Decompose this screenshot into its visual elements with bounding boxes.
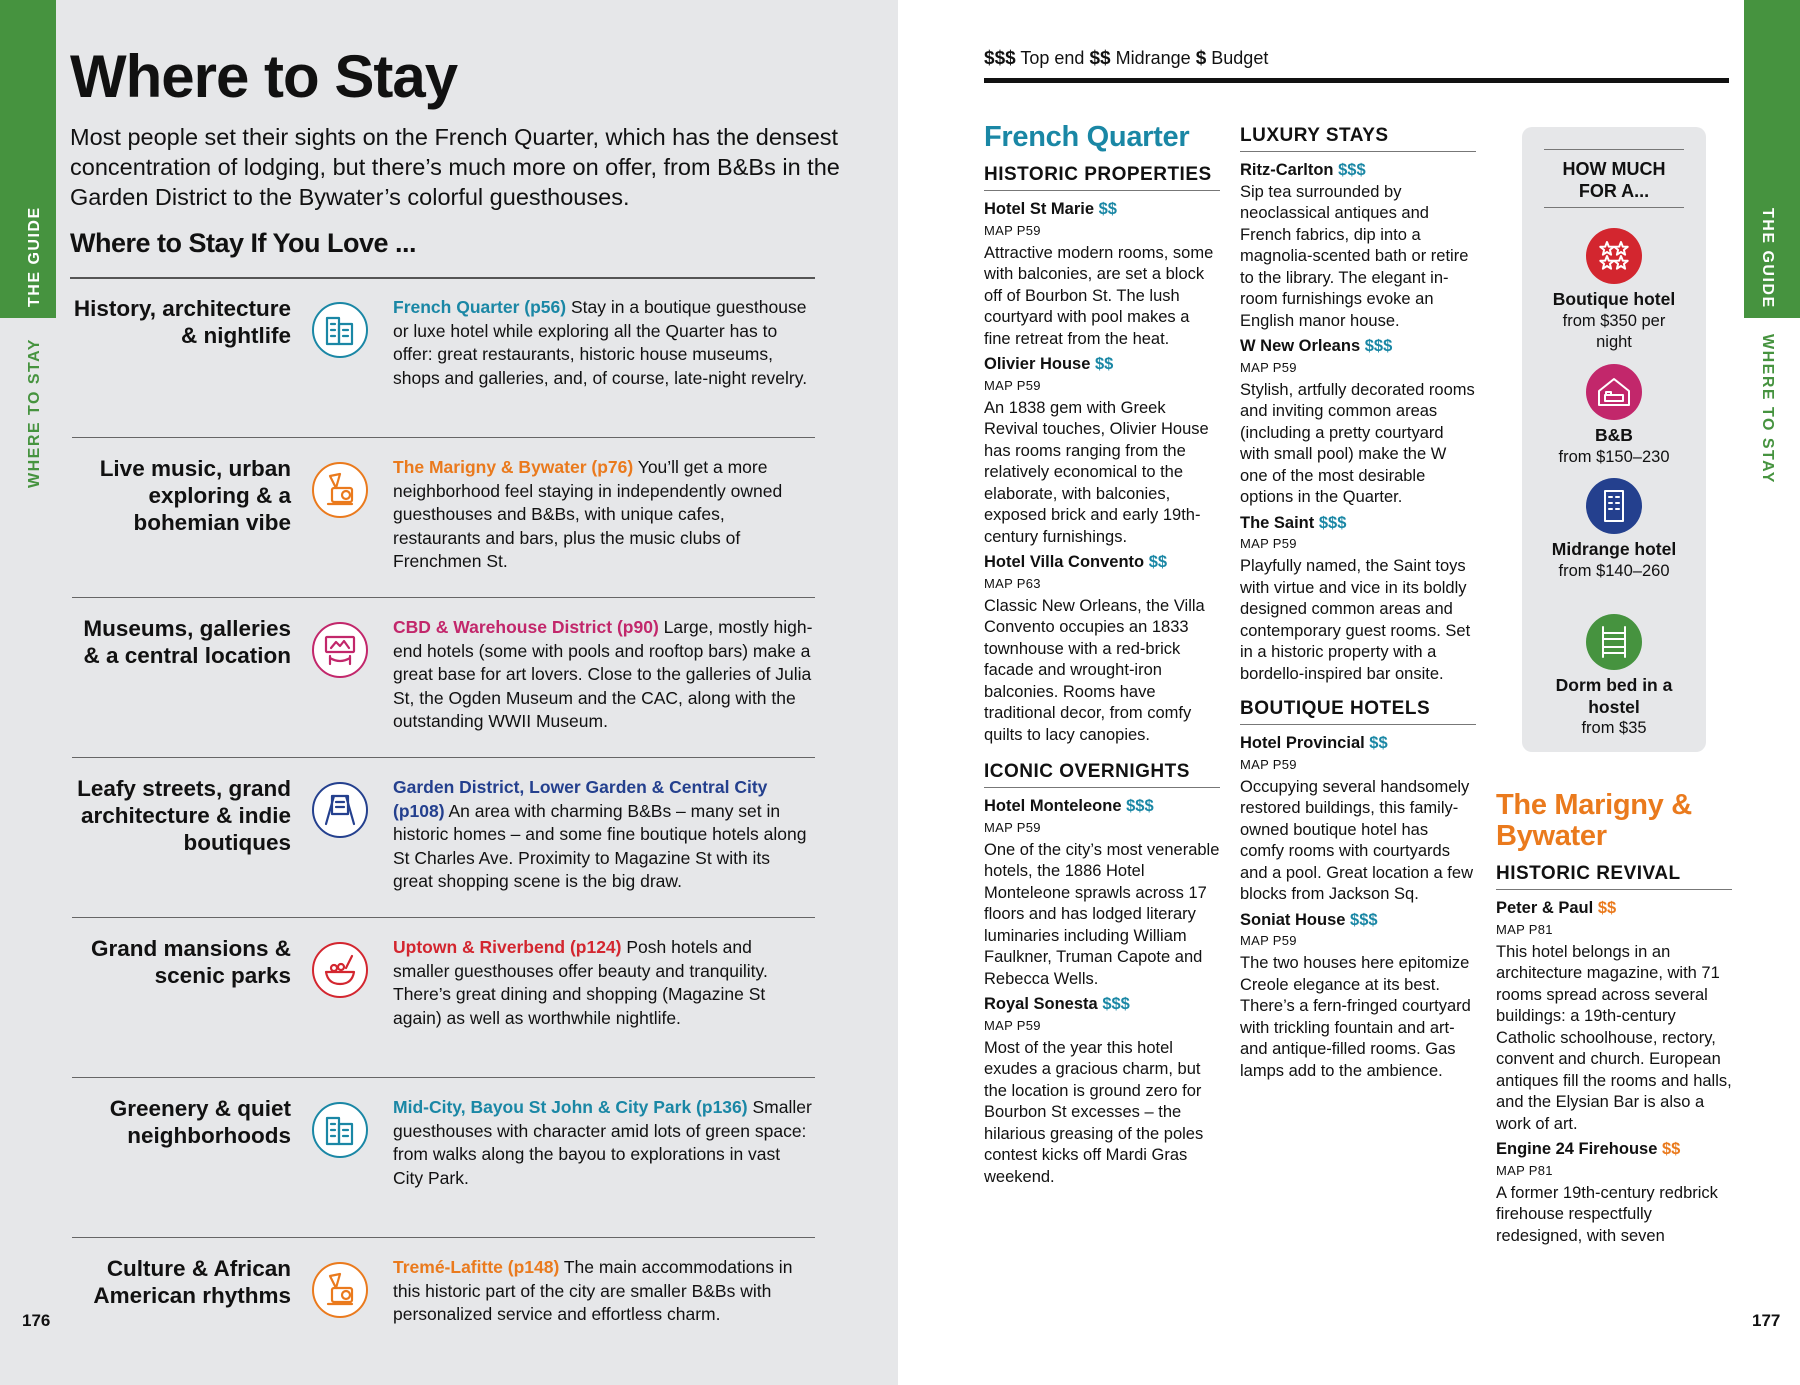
hotel-price: $$ [1094, 355, 1114, 373]
love-row-text: An area with charming B&Bs – many set in historic homes – and some fine boutique hotels along St Charles Ave. Proximity to Magazine St with its great shopping scene is the big draw. [393, 800, 807, 891]
hotel-description: Attractive modern rooms, some with balconies, are set a block off of Bourbon St. The lush courtyard with pool makes a fine retreat from the heat. [984, 243, 1214, 348]
love-row-label: Grand mansions & scenic parks [90, 936, 291, 988]
legend-top-symbol: $$$ [984, 48, 1016, 69]
legend-rule [984, 78, 1729, 83]
love-row-area-link[interactable]: Mid-City, Bayou St John & City Park (p136) [393, 1097, 748, 1117]
how-much-title: HOW MUCH FOR A... [1544, 149, 1684, 208]
price-tier-label: Dorm bed in a hostel [1555, 675, 1673, 717]
hotel-name [984, 199, 1220, 221]
hotel-title: The Saint [1240, 513, 1315, 532]
love-row-text: The main accommodations in this historic part of the city are smaller B&Bs with personalized service and effortless charm. [393, 1257, 793, 1324]
hotel-title: Peter & Paul [1496, 899, 1594, 917]
hotel-description: The two houses here epitomize Creole elegance at its best. There’s a fern-fringed courtyard with trickling fountain and art- and antique-filled rooms. Gas lamps add to the ambience. [1240, 954, 1471, 1080]
love-row-text: Posh hotels and smaller guesthouses offer beauty and tranquility. There’s great dining and shopping (Magazine St again) as well as worthwhile nightlife. [393, 937, 768, 1028]
love-row-area-link[interactable]: Garden District, Lower Garden & Central City (p108) [393, 777, 768, 821]
food-bowl-icon [310, 940, 370, 1000]
price-tier-0 [1522, 227, 1706, 354]
hotel-description: Occupying several handsomely restored buildings, this family-owned boutique hotel has comfy rooms with courtyards and a pool. Great location a few blocks from Jackson Sq. [1240, 777, 1473, 903]
price-tier-price: from $150–230 [1558, 447, 1670, 466]
boutique-list [1240, 733, 1476, 1082]
love-row-area-link[interactable]: The Marigny & Bywater (p76) [393, 457, 634, 477]
bunk-bed-icon [1585, 613, 1643, 671]
price-tier-3 [1522, 613, 1706, 740]
hotel-price: $$$ [1350, 910, 1378, 929]
love-row-text: Large, mostly high-end hotels (some with pools and rooftop bars) make a great base for art lovers. Close to the galleries of Julia St, the Ogden Museum and the CAC, along with the outstanding WWII Museum. [393, 617, 813, 731]
hotel-description: Playfully named, the Saint toys with virtue and vice in its boldly designed common areas and contemporary guest rooms. Set in a historic property with a bordello-inspired bar onsite. [1240, 557, 1471, 683]
price-tier-label: Midrange hotel [1551, 539, 1677, 559]
left-page [0, 0, 898, 1385]
hotel-title: Hotel Monteleone [984, 797, 1122, 815]
love-row-label: Live music, urban exploring & a bohemian vibe [99, 456, 291, 535]
love-row-text: You’ll get a more neighborhood feel staying in independently owned guesthouses and B&Bs, with unique cafes, restaurants and bars, plus the music clubs of Frenchmen St. [393, 457, 783, 571]
hotel-title: Hotel Villa Convento [984, 553, 1145, 571]
hotel-name [1496, 1139, 1732, 1161]
price-tier-price: from $350 per night [1562, 311, 1666, 351]
hotel-map-ref: MAP P81 [1496, 1162, 1553, 1178]
hotel-price: $$ [1661, 1140, 1681, 1158]
hotel-map-ref: MAP P59 [984, 819, 1041, 835]
side-tab-chapter-right: WHERE TO STAY [1759, 334, 1776, 484]
hotel-price: $$$ [1318, 513, 1347, 532]
hotel-name [1240, 513, 1476, 535]
love-row [72, 1078, 815, 1238]
price-tier-label: Boutique hotel [1552, 289, 1676, 309]
love-row-label: Museums, galleries & a central location [83, 616, 291, 668]
love-row-description [393, 1256, 813, 1327]
buildings-icon [310, 300, 370, 360]
hotel-map-ref: MAP P81 [1496, 921, 1553, 937]
legend-top-label: Top end [1020, 48, 1085, 68]
hotel-title: Ritz-Carlton [1240, 161, 1334, 179]
hotel-name [1240, 336, 1476, 358]
gramophone-icon [310, 1260, 370, 1320]
love-row-description [393, 1096, 813, 1190]
hotel-map-ref: MAP P59 [1240, 756, 1297, 772]
hotel-name [1240, 910, 1476, 932]
side-tab-chapter: WHERE TO STAY [26, 338, 43, 488]
left-side-tab [0, 0, 56, 1385]
love-row-area-link[interactable]: French Quarter (p56) [393, 297, 567, 317]
section-head-iconic: ICONIC OVERNIGHTS [984, 760, 1220, 788]
love-heading: Where to Stay If You Love ... [70, 228, 417, 258]
hotel-description: Sip tea surrounded by neoclassical antiques and French fabrics, dip into a magnolia-scented bath or retire to the library. The elegant in-room furnishings evoke an English manor house. [1240, 182, 1469, 330]
side-tab-section: THE GUIDE [26, 206, 43, 307]
legend-budget-label: Budget [1211, 48, 1269, 68]
region-title-french-quarter: French Quarter [984, 121, 1190, 153]
hotel-map-ref: MAP P63 [984, 575, 1041, 591]
hotel-description: An 1838 gem with Greek Revival touches, Olivier House has rooms ranging from the relatively economical to the elaborate, with balconies, exposed brick and early 19th-century furnishings. [984, 398, 1209, 546]
section-head-boutique: BOUTIQUE HOTELS [1240, 697, 1476, 725]
love-row-label: Leafy streets, grand architecture & indie boutiques [77, 776, 291, 855]
price-tier-price: from $35 [1581, 719, 1647, 737]
love-row-label: History, architecture & nightlife [73, 296, 291, 348]
sandwich-board-icon [310, 780, 370, 840]
hotel-description: A former 19th-century redbrick firehouse respectfully redesigned, with seven [1496, 1183, 1718, 1245]
love-row-label: Culture & African American rhythms [93, 1256, 291, 1308]
hotel-map-ref: MAP P59 [1240, 359, 1297, 375]
marigny-list [1496, 898, 1732, 1247]
price-tier-label: B&B [1595, 425, 1633, 445]
hotel-title: Hotel St Marie [984, 200, 1095, 218]
legend-mid-label: Midrange [1115, 48, 1191, 68]
hotel-name [984, 994, 1220, 1016]
legend-budget-symbol: $ [1195, 48, 1207, 69]
luxury-list [1240, 160, 1476, 685]
hotel-price: $$ [1369, 734, 1388, 752]
hotel-map-ref: MAP P59 [1240, 536, 1297, 551]
hotel-name [984, 354, 1220, 376]
hotel-building-icon [1585, 477, 1643, 535]
hotel-price: $$ [1148, 553, 1168, 571]
love-row [72, 438, 815, 598]
intro-paragraph: Most people set their sights on the French Quarter, which has the densest concentration of lodging, but there’s much more on offer, from B&Bs in the Garden District to the Bywater’s colorful guesthouses. [70, 124, 840, 210]
hotel-name [1496, 898, 1732, 920]
hotel-description: This hotel belongs in an architecture magazine, with 71 rooms spread across several buildings: a 19th-century Catholic schoolhouse, rectory, convent and church. European antiques fill the rooms and halls, and the Elysian Bar is also a work of art. [1496, 942, 1732, 1133]
love-row-text: Smaller guesthouses with character amid lots of green space: from walks along the bayou to explorations in vast City Park. [393, 1097, 812, 1188]
price-tier-1 [1522, 363, 1706, 468]
love-row-area-link[interactable]: Uptown & Riverbend (p124) [393, 937, 622, 957]
page-title: Where to Stay [70, 43, 458, 110]
love-row [72, 758, 815, 918]
love-row [72, 918, 815, 1078]
hotel-price: $$$ [1364, 337, 1393, 355]
love-row-area-link[interactable]: Tremé-Lafitte (p148) [393, 1257, 560, 1277]
love-row-description [393, 936, 813, 1030]
love-row-description [393, 776, 813, 894]
love-row-description [393, 616, 813, 734]
region-title-marigny: The Marigny & Bywater [1496, 789, 1692, 852]
hotel-map-ref: MAP P59 [1240, 933, 1297, 948]
hotel-price: $$$ [1102, 995, 1130, 1013]
price-legend [984, 48, 1268, 70]
how-much-box [1522, 127, 1706, 752]
historic-list [984, 199, 1220, 746]
hotel-title: Soniat House [1240, 910, 1346, 929]
hotel-price: $$$ [1126, 797, 1154, 815]
hotel-description: One of the city’s most venerable hotels, the 1886 Hotel Monteleone sprawls across 17 floors and has lodged literary luminaries including William Faulkner, Truman Capote and Rebecca Wells. [984, 840, 1220, 988]
hotel-title: Olivier House [984, 355, 1091, 373]
right-side-tab [1744, 0, 1800, 1385]
museum-icon [310, 620, 370, 680]
hotel-name [1240, 160, 1476, 182]
column-luxury [1240, 124, 1476, 1085]
love-row [72, 278, 815, 438]
hotel-name [984, 552, 1220, 574]
right-page-number: 177 [1752, 1311, 1781, 1330]
hotel-price: $$ [1098, 200, 1117, 218]
column-french-quarter [984, 122, 1220, 1191]
love-row-text: Stay in a boutique guesthouse or luxe hotel while exploring all the Quarter has to offer: great restaurants, historic house museums, shops and galleries, and, of course, late-night revelry. [393, 297, 808, 388]
legend-mid-symbol: $$ [1089, 48, 1111, 69]
hotel-description: Most of the year this hotel exudes a gracious charm, but the location is ground zero for Bourbon St excesses – the hilarious greasing of the poles contest kicks off Mardi Gras weekend. [984, 1038, 1204, 1186]
love-row-label: Greenery & quiet neighborhoods [109, 1096, 291, 1148]
bed-house-icon [1585, 363, 1643, 421]
buildings-icon [310, 1100, 370, 1160]
section-head-historic-revival: HISTORIC REVIVAL [1496, 862, 1732, 890]
hotel-title: W New Orleans [1240, 337, 1361, 355]
price-tier-price: from $140–260 [1558, 561, 1670, 580]
love-row-description [393, 296, 813, 390]
stars-icon [1585, 227, 1643, 285]
hotel-price: $$ [1597, 899, 1617, 917]
right-page [898, 0, 1800, 1385]
hotel-description: Stylish, artfully decorated rooms and inviting common areas (including a pretty courtyard with small pool) make the W one of the most desirable options in the Quarter. [1240, 380, 1475, 506]
iconic-list [984, 796, 1220, 1188]
price-tier-2 [1522, 477, 1706, 582]
hotel-description: Classic New Orleans, the Villa Convento occupies an 1833 townhouse with a red-brick facade and wrought-iron balconies. Rooms have traditional decor, from comfy quilts to lacy canopies. [984, 596, 1205, 744]
hotel-name [1240, 733, 1476, 755]
hotel-price: $$$ [1338, 161, 1366, 179]
love-row [72, 1238, 815, 1385]
hotel-title: Hotel Provincial [1240, 734, 1365, 752]
hotel-map-ref: MAP P59 [984, 222, 1041, 238]
hotel-title: Engine 24 Firehouse [1496, 1140, 1658, 1158]
hotel-title: Royal Sonesta [984, 995, 1098, 1013]
column-marigny [1496, 790, 1732, 1250]
love-row [72, 598, 815, 758]
section-head-historic: HISTORIC PROPERTIES [984, 163, 1220, 191]
love-row-description [393, 456, 813, 574]
hotel-name [984, 796, 1220, 818]
side-tab-section-right: THE GUIDE [1759, 208, 1776, 309]
gramophone-icon [310, 460, 370, 520]
section-head-luxury: LUXURY STAYS [1240, 124, 1476, 152]
hotel-map-ref: MAP P59 [984, 1017, 1041, 1033]
hotel-map-ref: MAP P59 [984, 377, 1041, 393]
love-row-area-link[interactable]: CBD & Warehouse District (p90) [393, 617, 659, 637]
left-page-number: 176 [22, 1311, 51, 1330]
